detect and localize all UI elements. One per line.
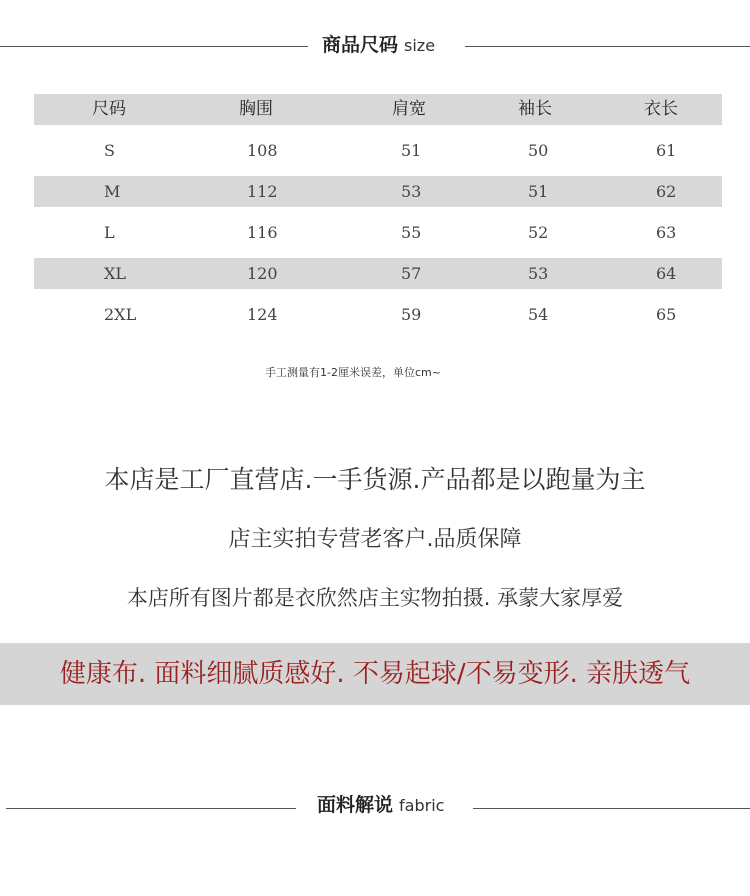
size-table bbox=[34, 94, 722, 340]
header-rule-left bbox=[0, 46, 308, 47]
header-length: 衣长 bbox=[644, 99, 678, 119]
fabric-section-title: 面料解说 fabric bbox=[317, 794, 445, 816]
header-chest: 胸围 bbox=[239, 99, 273, 119]
promo-line-factory: 本店是工厂直营店.一手货源.产品都是以跑量为主 bbox=[104, 465, 646, 494]
promo-line-photos: 本店所有图片都是衣欣然店主实物拍摄. 承蒙大家厚爱 bbox=[126, 586, 624, 610]
cell-shoulder: 51 bbox=[401, 141, 422, 160]
header-size: 尺码 bbox=[92, 99, 126, 119]
cell-sleeve: 50 bbox=[528, 141, 549, 160]
size-table-header-row bbox=[34, 94, 722, 125]
cell-size: 2XL bbox=[104, 305, 137, 324]
cell-length: 61 bbox=[656, 141, 677, 160]
cell-sleeve: 53 bbox=[528, 264, 549, 283]
cell-chest: 124 bbox=[247, 305, 278, 324]
header-rule-right bbox=[473, 808, 750, 809]
cell-sleeve: 51 bbox=[528, 182, 549, 201]
cell-length: 62 bbox=[656, 182, 677, 201]
cell-sleeve: 52 bbox=[528, 223, 549, 242]
fabric-section-title-en: fabric bbox=[399, 796, 445, 815]
fabric-section-header bbox=[0, 790, 750, 820]
cell-size: XL bbox=[104, 264, 127, 283]
cell-length: 63 bbox=[656, 223, 677, 242]
cell-shoulder: 57 bbox=[401, 264, 422, 283]
cell-chest: 116 bbox=[247, 223, 278, 242]
cell-length: 65 bbox=[656, 305, 677, 324]
highlight-banner bbox=[0, 643, 750, 705]
cell-chest: 108 bbox=[247, 141, 278, 160]
header-rule-left bbox=[6, 808, 296, 809]
cell-sleeve: 54 bbox=[528, 305, 549, 324]
table-row bbox=[34, 176, 722, 207]
size-section-title-en: size bbox=[404, 36, 436, 55]
cell-size: M bbox=[104, 182, 121, 201]
cell-size: L bbox=[104, 223, 115, 242]
table-row bbox=[34, 299, 722, 330]
cell-chest: 112 bbox=[247, 182, 278, 201]
cell-shoulder: 59 bbox=[401, 305, 422, 324]
cell-length: 64 bbox=[656, 264, 677, 283]
table-row bbox=[34, 258, 722, 289]
measurement-note: 手工测量有1-2厘米误差，单位cm~ bbox=[265, 366, 441, 379]
cell-chest: 120 bbox=[247, 264, 278, 283]
header-shoulder: 肩宽 bbox=[392, 99, 426, 119]
cell-size: S bbox=[104, 141, 115, 160]
promo-line-quality: 店主实拍专营老客户.品质保障 bbox=[228, 527, 522, 552]
table-row bbox=[34, 135, 722, 166]
highlight-banner-text: 健康布. 面料细腻质感好. 不易起球/不易变形. 亲肤透气 bbox=[59, 659, 691, 689]
size-section-title: 商品尺码 size bbox=[322, 34, 436, 56]
table-row bbox=[34, 217, 722, 248]
size-section-header bbox=[0, 30, 750, 60]
header-rule-right bbox=[465, 46, 750, 47]
cell-shoulder: 55 bbox=[401, 223, 422, 242]
cell-shoulder: 53 bbox=[401, 182, 422, 201]
header-sleeve: 袖长 bbox=[518, 99, 552, 119]
